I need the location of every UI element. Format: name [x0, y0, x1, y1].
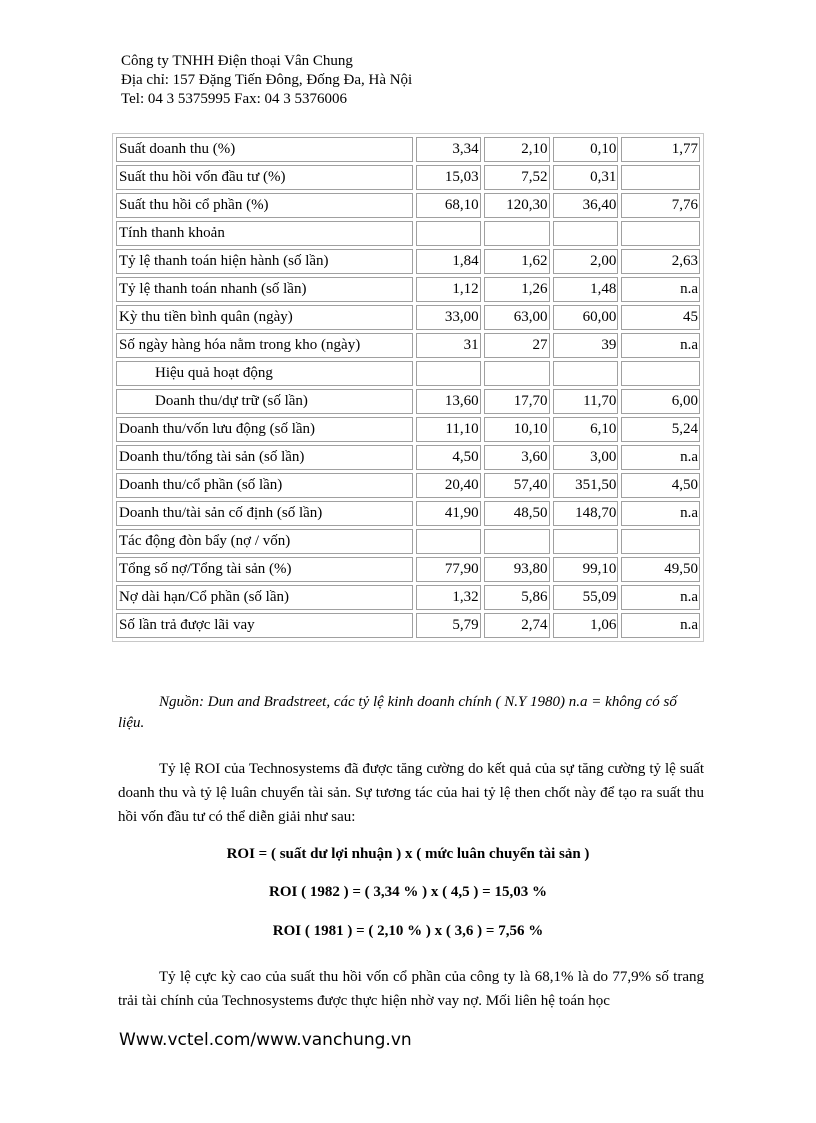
row-label: Doanh thu/tài sản cố định (số lần): [116, 501, 413, 526]
cell-value: 1,77: [621, 137, 700, 162]
cell-value: [621, 165, 700, 190]
cell-value: 7,52: [484, 165, 550, 190]
cell-value: [621, 361, 700, 386]
cell-value: n.a: [621, 613, 700, 638]
cell-value: 7,76: [621, 193, 700, 218]
cell-value: 2,74: [484, 613, 550, 638]
table-row: [116, 585, 700, 610]
body-paragraph: Tỷ lệ cực kỳ cao của suất thu hồi vốn cổ phần của công ty là 68,1% là do 77,9% số trang trải tài chính của Technosystems được thực hiện nhờ vay nợ. Mối liên hệ toán học: [118, 969, 704, 1009]
cell-value: 3,00: [553, 445, 619, 470]
table-row: [116, 361, 700, 386]
cell-value: 5,79: [416, 613, 481, 638]
cell-value: 120,30: [484, 193, 550, 218]
cell-value: 3,34: [416, 137, 481, 162]
cell-value: 1,26: [484, 277, 550, 302]
table-row: [116, 613, 700, 638]
cell-value: n.a: [621, 333, 700, 358]
table-row: [116, 165, 700, 190]
cell-value: 1,32: [416, 585, 481, 610]
cell-value: 60,00: [553, 305, 619, 330]
source-note: Nguồn: Dun and Bradstreet, các tỷ lệ kinh doanh chính ( N.Y 1980) n.a = không có số liệu.: [118, 694, 677, 731]
cell-value: 68,10: [416, 193, 481, 218]
cell-value: [553, 221, 619, 246]
cell-value: [621, 221, 700, 246]
cell-value: 0,10: [553, 137, 619, 162]
cell-value: 77,90: [416, 557, 481, 582]
section-heading: Hiệu quả hoạt động: [116, 361, 413, 386]
row-label: Tỷ lệ thanh toán hiện hành (số lần): [116, 249, 413, 274]
cell-value: 10,10: [484, 417, 550, 442]
row-label: Nợ dài hạn/Cổ phần (số lần): [116, 585, 413, 610]
table-row: [116, 417, 700, 442]
cell-value: [416, 529, 481, 554]
cell-value: 41,90: [416, 501, 481, 526]
cell-value: 55,09: [553, 585, 619, 610]
cell-value: 57,40: [484, 473, 550, 498]
table-row: [116, 501, 700, 526]
table-row: [116, 193, 700, 218]
cell-value: [416, 361, 481, 386]
cell-value: 1,06: [553, 613, 619, 638]
row-label: Suất thu hồi cổ phần (%): [116, 193, 413, 218]
cell-value: 11,70: [553, 389, 619, 414]
cell-value: 45: [621, 305, 700, 330]
row-label: Doanh thu/vốn lưu động (số lần): [116, 417, 413, 442]
cell-value: n.a: [621, 277, 700, 302]
table-row: [116, 445, 700, 470]
cell-value: 4,50: [416, 445, 481, 470]
table-row: [116, 137, 700, 162]
cell-value: 49,50: [621, 557, 700, 582]
table-row: [116, 249, 700, 274]
roi-formula: ROI = ( suất dư lợi nhuận ) x ( mức luân chuyển tài sản ): [226, 846, 590, 862]
section-heading: Tác động đòn bẩy (nợ / vốn): [116, 529, 413, 554]
roi-1982-formula: ROI ( 1982 ) = ( 3,34 % ) x ( 4,5 ) = 15,03 %: [269, 884, 547, 900]
cell-value: 5,24: [621, 417, 700, 442]
cell-value: 148,70: [553, 501, 619, 526]
cell-value: 2,10: [484, 137, 550, 162]
table-row: [116, 221, 700, 246]
cell-value: 351,50: [553, 473, 619, 498]
cell-value: 36,40: [553, 193, 619, 218]
row-label: Tổng số nợ/Tổng tài sản (%): [116, 557, 413, 582]
cell-value: 13,60: [416, 389, 481, 414]
body-paragraph: Tỷ lệ ROI của Technosystems đã được tăng cường do kết quả của sự tăng cường tỷ lệ suất doanh thu và tỷ lệ luân chuyển tài sản. Sự tương tác của hai tỷ lệ then chốt này để tạo ra suất thu hồi vốn đầu tư có thể diễn giải như sau:: [118, 761, 704, 825]
company-contact: Tel: 04 3 5375995 Fax: 04 3 5376006: [121, 91, 348, 107]
table-row: [116, 389, 700, 414]
cell-value: 63,00: [484, 305, 550, 330]
cell-value: 31: [416, 333, 481, 358]
cell-value: 93,80: [484, 557, 550, 582]
cell-value: [553, 361, 619, 386]
cell-value: 17,70: [484, 389, 550, 414]
footer-url: Www.vctel.com/www.vanchung.vn: [119, 1030, 412, 1050]
table-row: [116, 333, 700, 358]
cell-value: n.a: [621, 501, 700, 526]
cell-value: 4,50: [621, 473, 700, 498]
table-row: [116, 557, 700, 582]
cell-value: [621, 529, 700, 554]
cell-value: 39: [553, 333, 619, 358]
cell-value: 11,10: [416, 417, 481, 442]
section-heading: Tính thanh khoản: [116, 221, 413, 246]
cell-value: 6,10: [553, 417, 619, 442]
row-label: Suất thu hồi vốn đầu tư (%): [116, 165, 413, 190]
cell-value: n.a: [621, 585, 700, 610]
row-label: Kỳ thu tiền bình quân (ngày): [116, 305, 413, 330]
cell-value: 1,12: [416, 277, 481, 302]
cell-value: 1,48: [553, 277, 619, 302]
cell-value: [416, 221, 481, 246]
cell-value: 15,03: [416, 165, 481, 190]
table-row: [116, 277, 700, 302]
cell-value: 0,31: [553, 165, 619, 190]
cell-value: 33,00: [416, 305, 481, 330]
cell-value: 27: [484, 333, 550, 358]
cell-value: [484, 221, 550, 246]
cell-value: [553, 529, 619, 554]
cell-value: 5,86: [484, 585, 550, 610]
company-address: Địa chỉ: 157 Đặng Tiến Đông, Đống Đa, Hà Nội: [121, 72, 413, 88]
table-row: [116, 473, 700, 498]
table-row: [116, 305, 700, 330]
cell-value: 1,62: [484, 249, 550, 274]
cell-value: 99,10: [553, 557, 619, 582]
roi-1981-formula: ROI ( 1981 ) = ( 2,10 % ) x ( 3,6 ) = 7,56 %: [272, 923, 544, 939]
row-label: Tỷ lệ thanh toán nhanh (số lần): [116, 277, 413, 302]
cell-value: [484, 529, 550, 554]
row-label: Doanh thu/dự trữ (số lần): [116, 389, 413, 414]
cell-value: 48,50: [484, 501, 550, 526]
row-label: Doanh thu/tổng tài sản (số lần): [116, 445, 413, 470]
row-label: Số lần trả được lãi vay: [116, 613, 413, 638]
letterhead: [121, 52, 412, 109]
cell-value: 2,63: [621, 249, 700, 274]
cell-value: [484, 361, 550, 386]
cell-value: n.a: [621, 445, 700, 470]
row-label: Suất doanh thu (%): [116, 137, 413, 162]
row-label: Doanh thu/cổ phần (số lần): [116, 473, 413, 498]
financial-ratios-table: [112, 133, 704, 642]
cell-value: 20,40: [416, 473, 481, 498]
row-label: Số ngày hàng hóa nằm trong kho (ngày): [116, 333, 413, 358]
cell-value: 2,00: [553, 249, 619, 274]
cell-value: 6,00: [621, 389, 700, 414]
table-row: [116, 529, 700, 554]
cell-value: 1,84: [416, 249, 481, 274]
company-name: Công ty TNHH Điện thoại Vân Chung: [121, 53, 353, 69]
cell-value: 3,60: [484, 445, 550, 470]
